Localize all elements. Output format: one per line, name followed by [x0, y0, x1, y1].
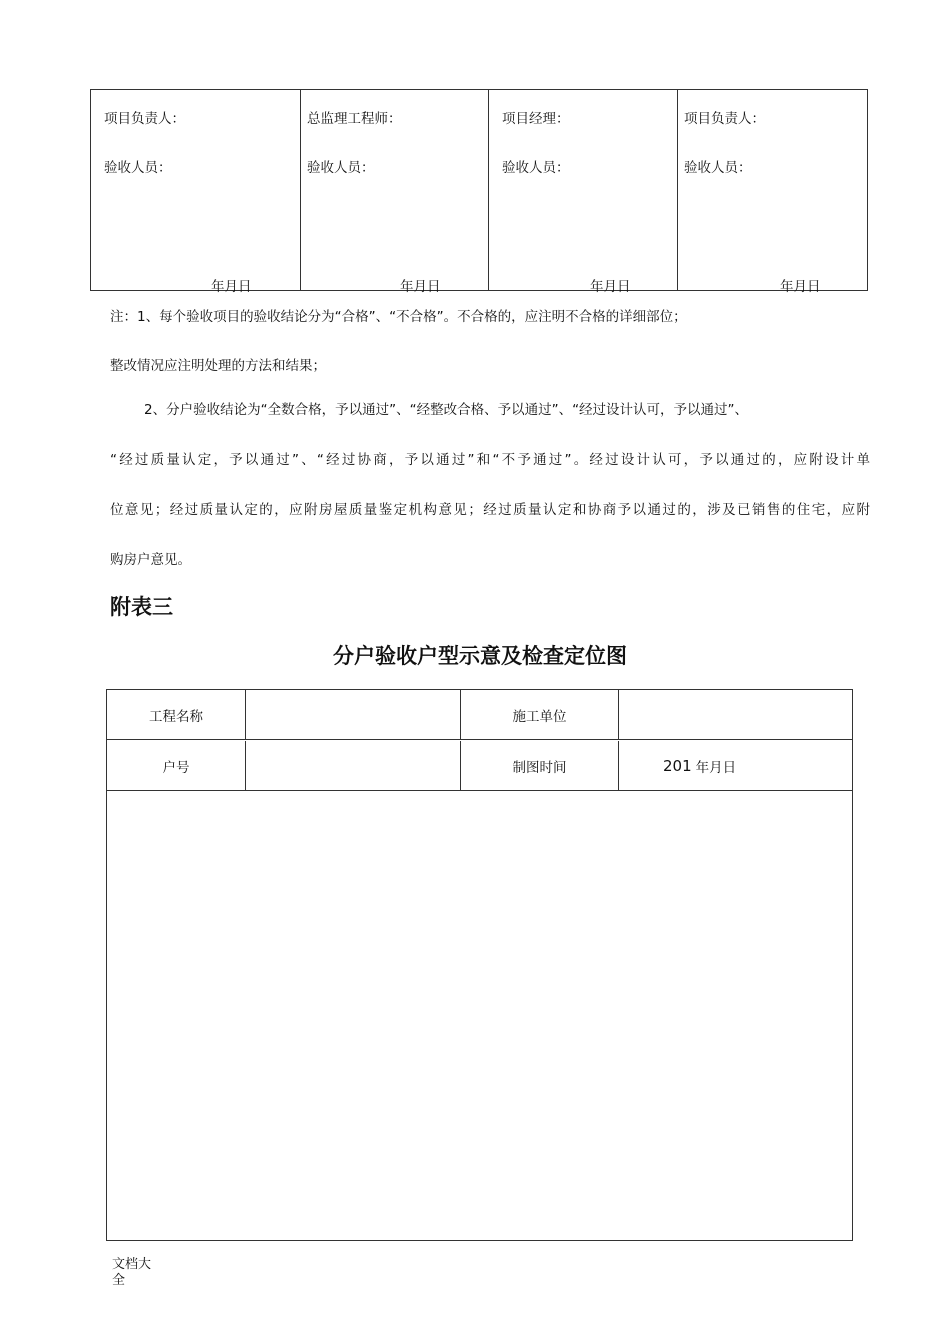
drawing-time-year: 201: [663, 756, 692, 775]
signature-date: 年月日: [211, 279, 252, 295]
unit-number-value: [246, 741, 461, 790]
unit-number-label: 户号: [107, 741, 246, 790]
drawing-time-value: [619, 741, 852, 790]
construction-unit-value: [619, 690, 852, 739]
drawing-time-label: 制图时间: [461, 741, 619, 790]
construction-unit-label: 施工单位: [461, 690, 619, 739]
table-row: [107, 741, 852, 791]
signature-role: 总监理工程师：: [307, 111, 402, 127]
appendix-label: 附表三: [110, 595, 173, 619]
page-title: 分户验收户型示意及检查定位图: [333, 644, 627, 668]
note-line-1: 注：1、每个验收项目的验收结论分为“合格”、“不合格”。不合格的，应注明不合格的详细部位；: [110, 309, 687, 325]
signature-role: 项目负责人：: [684, 111, 765, 127]
note-line-2: 整改情况应注明处理的方法和结果；: [110, 358, 326, 374]
drawing-time-suffix: 年月日: [695, 759, 737, 776]
note-line-5: 位意见；经过质量认定的，应附房屋质量鉴定机构意见；经过质量认定和协商予以通过的，涉及已销售的住宅，应附: [110, 502, 870, 518]
signature-date: 年月日: [780, 279, 821, 295]
signature-role: 项目负责人：: [104, 111, 185, 127]
signature-inspector: 验收人员：: [104, 160, 172, 176]
project-name-label: 工程名称: [107, 690, 246, 739]
signature-table: [90, 89, 868, 295]
floor-plan-drawing-area: [107, 791, 852, 1240]
note-line-6: 购房户意见。: [110, 552, 191, 568]
signature-inspector: 验收人员：: [307, 160, 375, 176]
signature-cell-project-manager: [489, 90, 678, 295]
note-line-3: 2、分户验收结论为“全数合格，予以通过”、“经整改合格、予以通过”、“经过设计认可，予以通过”、: [144, 402, 749, 418]
signature-date: 年月日: [400, 279, 441, 295]
signature-date: 年月日: [590, 279, 631, 295]
floor-plan-info-table: [106, 689, 853, 1241]
signature-inspector: 验收人员：: [502, 160, 570, 176]
signature-inspector: 验收人员：: [684, 160, 752, 176]
project-name-value: [246, 690, 461, 739]
table-row: [107, 690, 852, 740]
note-line-4: “经过质量认定，予以通过”、“经过协商，予以通过”和“不予通过”。经过设计认可，予以通过的，应附设计单: [110, 452, 870, 468]
signature-cell-chief-supervisor: [301, 90, 489, 295]
signature-role: 项目经理：: [502, 111, 570, 127]
footer-text: 文档大全: [112, 1257, 152, 1288]
signature-cell-project-leader: [91, 90, 301, 295]
signature-cell-project-leader-2: [678, 90, 867, 295]
